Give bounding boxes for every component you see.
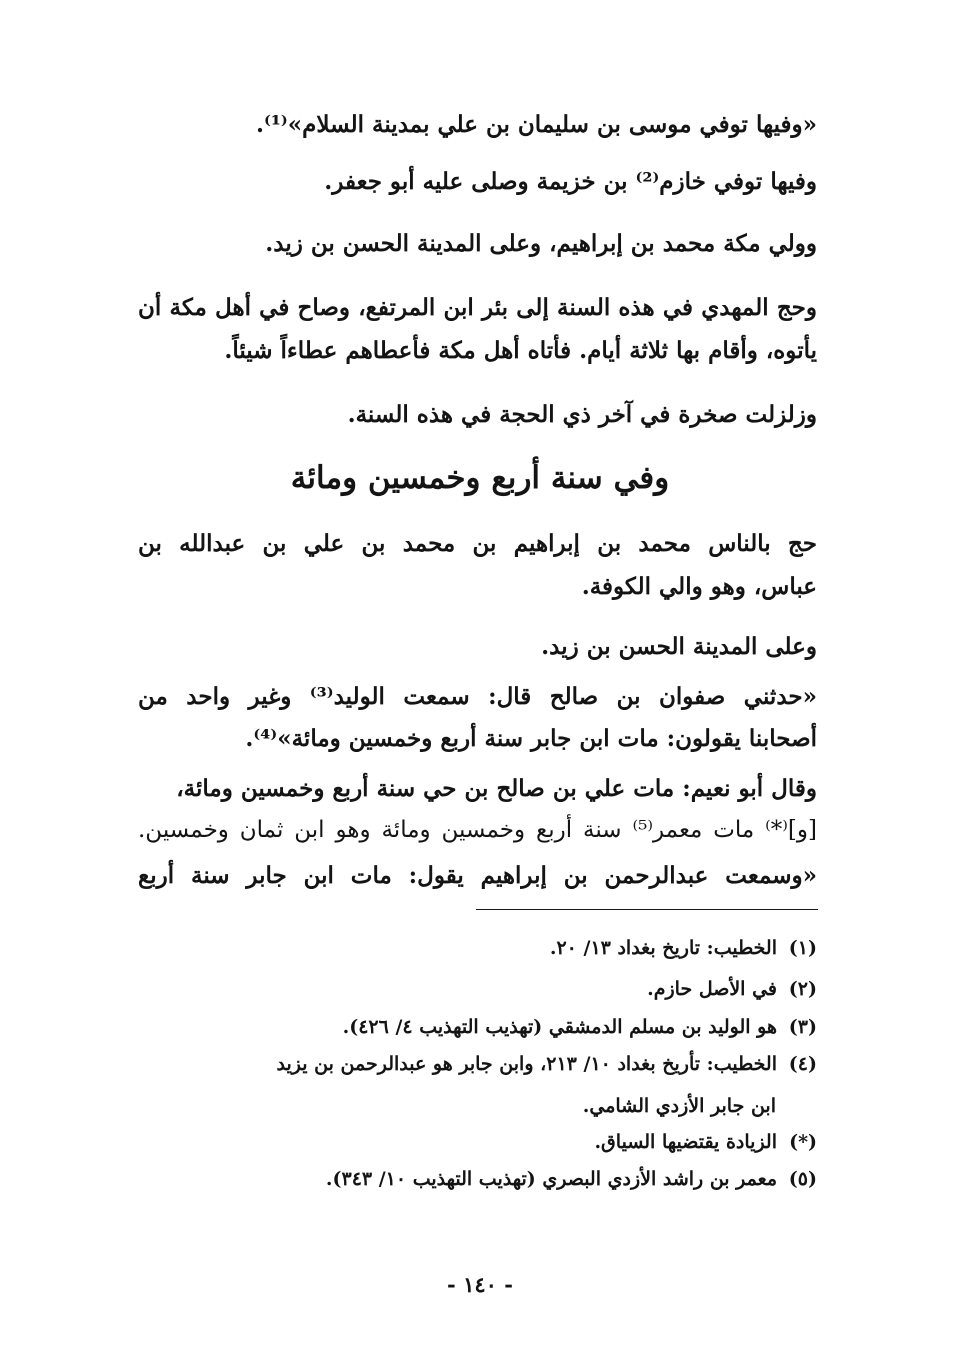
- footnote: [647, 974, 817, 1004]
- footnote-number: (٢): [788, 978, 817, 1000]
- footnote-number: (٤): [788, 1053, 817, 1075]
- footnote: [326, 1164, 817, 1194]
- text-line: حج بالناس محمد بن إبراهيم بن محمد بن علي بن عبدالله بن: [138, 530, 817, 557]
- footnote: [550, 933, 817, 963]
- footnote-text: في الأصل حازم.: [647, 978, 777, 1000]
- text-line: [و]⁽*⁾ مات معمر⁽⁵⁾ سنة أربع وخمسين ومائة وهو ابن ثمان وخمسين.: [138, 817, 817, 843]
- text-line: وفيها توفي خازم⁽²⁾ بن خزيمة وصلى عليه أبو جعفر.: [324, 168, 817, 195]
- text-line: أصحابنا يقولون: مات ابن جابر سنة أربع وخمسين ومائة»⁽⁴⁾.: [245, 725, 817, 752]
- text-line: عباس، وهو والي الكوفة.: [581, 573, 817, 600]
- footnote-text: الزيادة يقتضيها السياق.: [594, 1131, 777, 1153]
- text-line: وعلى المدينة الحسن بن زيد.: [541, 633, 817, 660]
- page-number: - ١٤٠ -: [447, 1272, 513, 1297]
- footnote-text: هو الوليد بن مسلم الدمشقي (تهذيب التهذيب ٤/ ٤٢٦).: [342, 1016, 777, 1038]
- section-heading: وفي سنة أربع وخمسين ومائة: [290, 460, 670, 496]
- footnote: [343, 1012, 817, 1042]
- footnote-number: (٣): [788, 1016, 817, 1038]
- footnote-continuation: ابن جابر الأزدي الشامي.: [582, 1095, 776, 1117]
- text-line: وحج المهدي في هذه السنة إلى بئر ابن المرتفع، وصاح في أهل مكة أن: [138, 294, 817, 321]
- footnote-number: (٥): [788, 1168, 817, 1190]
- footnote-separator: [476, 909, 818, 910]
- footnote-text: الخطيب: تأريخ بغداد ١٠/ ٢١٣، وابن جابر هو عبدالرحمن بن يزيد: [276, 1053, 777, 1075]
- footnote-number: (*): [789, 1131, 817, 1153]
- text-line: «حدثني صفوان بن صالح قال: سمعت الوليد⁽³⁾ وغير واحد من: [138, 683, 817, 710]
- text-line: وزلزلت صخرة في آخر ذي الحجة في هذه السنة.: [347, 401, 817, 428]
- footnote-number: (١): [788, 937, 817, 959]
- footnote-text: معمر بن راشد الأزدي البصري (تهذيب التهذيب ١٠/ ٣٤٣).: [325, 1168, 777, 1190]
- footnote-text: الخطيب: تاريخ بغداد ١٣/ ٢٠.: [549, 937, 777, 959]
- text-line: «وفيها توفي موسى بن سليمان بن علي بمدينة السلام»⁽¹⁾.: [255, 111, 817, 138]
- text-line: يأتوه، وأقام بها ثلاثة أيام. فأتاه أهل مكة فأعطاهم عطاءاً شيئاً.: [224, 337, 817, 364]
- text-line: وقال أبو نعيم: مات علي بن صالح بن حي سنة أربع وخمسين ومائة،: [176, 775, 817, 802]
- text-line: «وسمعت عبدالرحمن بن إبراهيم يقول: مات ابن جابر سنة أربع: [138, 862, 817, 889]
- footnote: [277, 1049, 818, 1079]
- footnote: [594, 1127, 817, 1157]
- text-line: وولي مكة محمد بن إبراهيم، وعلى المدينة الحسن بن زيد.: [265, 230, 817, 257]
